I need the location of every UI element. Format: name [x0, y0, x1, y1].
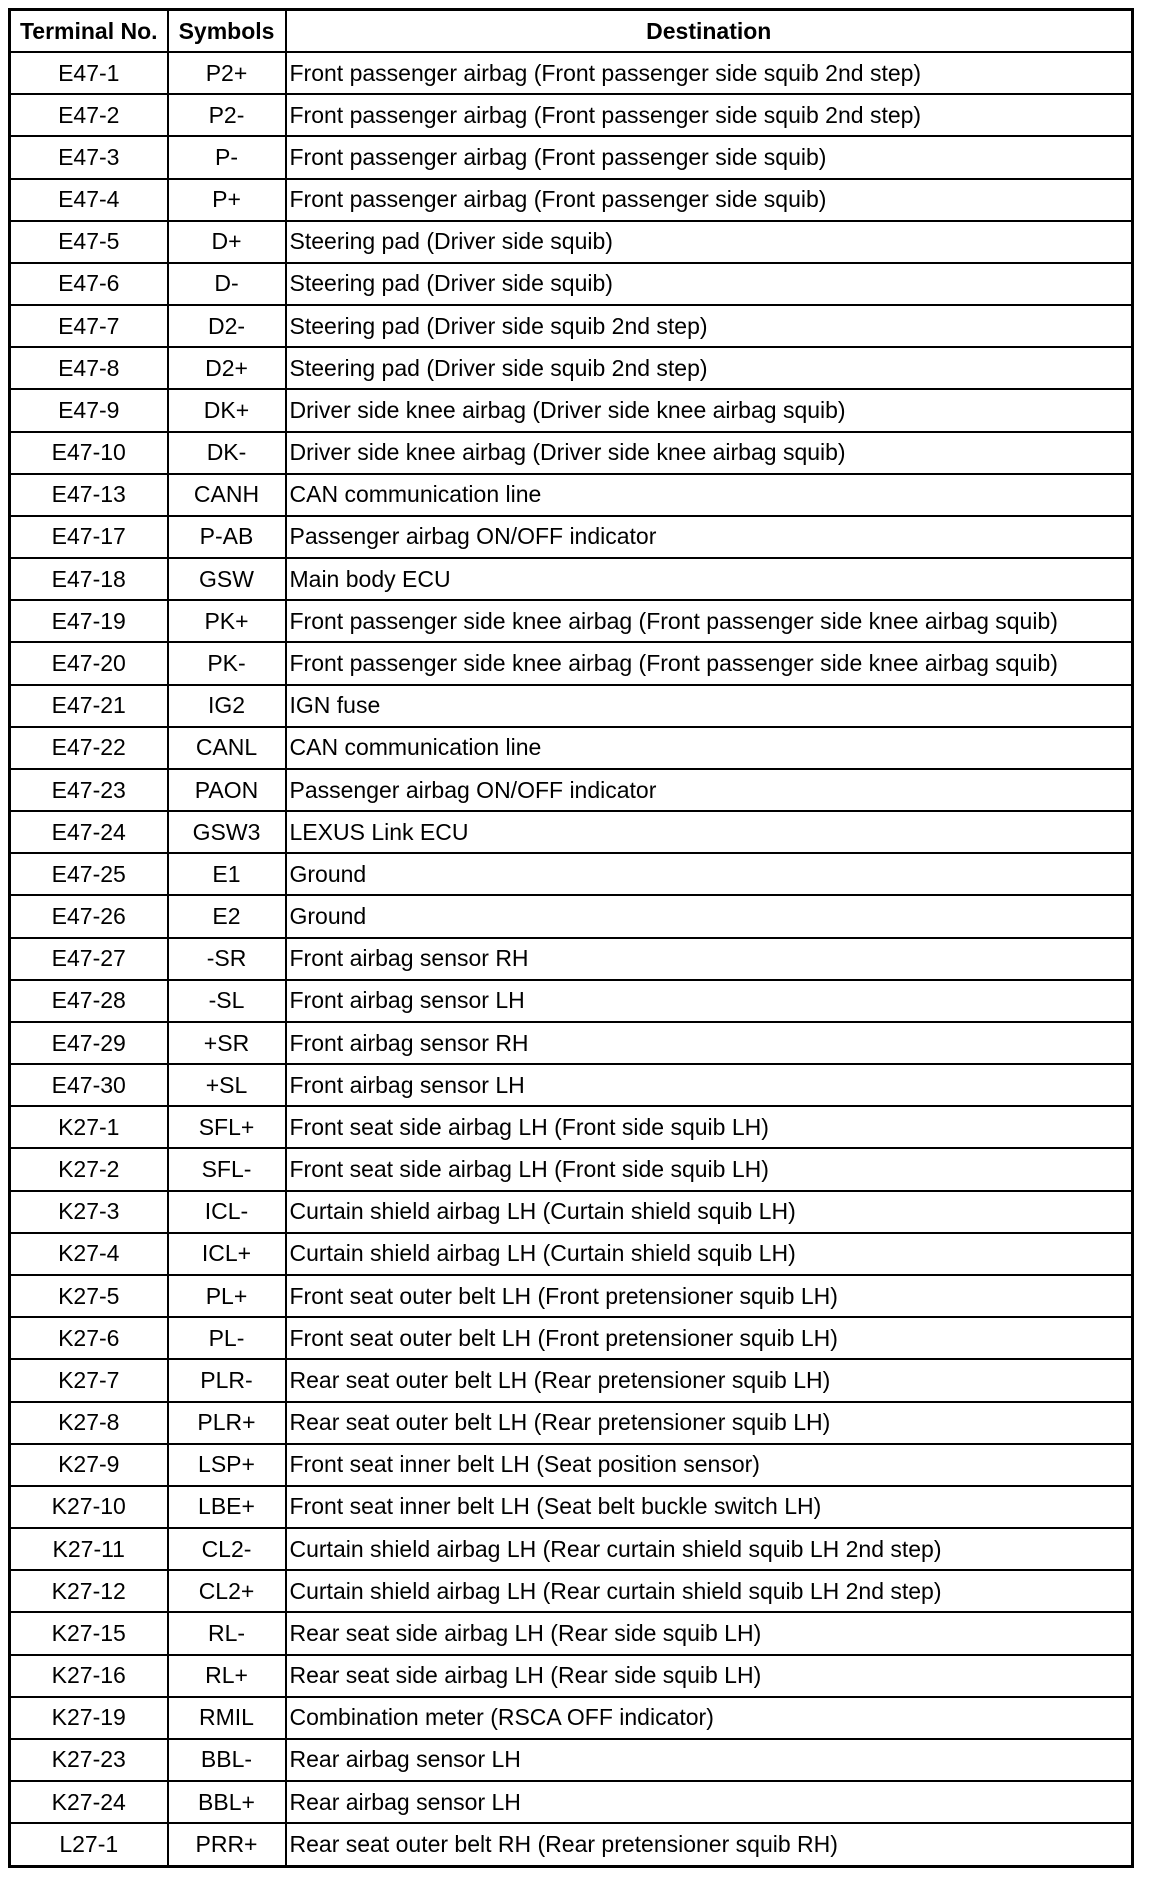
table-row	[10, 727, 1133, 769]
terminal-no-cell: K27-4	[10, 1233, 168, 1275]
table-row	[10, 1402, 1133, 1444]
symbol-cell: SFL-	[168, 1148, 286, 1190]
table-row	[10, 474, 1133, 516]
destination-cell: Curtain shield airbag LH (Rear curtain shield squib LH 2nd step)	[286, 1528, 1133, 1570]
symbol-cell: D2-	[168, 305, 286, 347]
symbol-cell: P2+	[168, 52, 286, 94]
symbol-cell: P+	[168, 179, 286, 221]
symbol-cell: PLR+	[168, 1402, 286, 1444]
destination-cell: LEXUS Link ECU	[286, 811, 1133, 853]
terminal-no-cell: E47-24	[10, 811, 168, 853]
table-row	[10, 1781, 1133, 1823]
symbol-cell: SFL+	[168, 1106, 286, 1148]
table-row	[10, 1233, 1133, 1275]
terminal-no-cell: E47-21	[10, 685, 168, 727]
destination-cell: Rear airbag sensor LH	[286, 1739, 1133, 1781]
terminal-no-cell: E47-8	[10, 347, 168, 389]
terminal-no-cell: E47-27	[10, 938, 168, 980]
table-row	[10, 52, 1133, 94]
table-row	[10, 221, 1133, 263]
symbol-cell: P-	[168, 136, 286, 178]
terminal-no-cell: E47-26	[10, 895, 168, 937]
destination-cell: Steering pad (Driver side squib)	[286, 263, 1133, 305]
destination-cell: Passenger airbag ON/OFF indicator	[286, 769, 1133, 811]
symbol-cell: DK+	[168, 389, 286, 431]
destination-cell: Front airbag sensor RH	[286, 938, 1133, 980]
terminal-no-cell: E47-23	[10, 769, 168, 811]
symbol-cell: D+	[168, 221, 286, 263]
terminal-no-cell: E47-25	[10, 853, 168, 895]
symbol-cell: P2-	[168, 94, 286, 136]
destination-cell: Front passenger side knee airbag (Front passenger side knee airbag squib)	[286, 642, 1133, 684]
terminal-no-cell: E47-13	[10, 474, 168, 516]
terminal-no-cell: E47-19	[10, 600, 168, 642]
terminal-no-cell: L27-1	[10, 1823, 168, 1866]
symbol-cell: CL2+	[168, 1570, 286, 1612]
terminal-no-cell: K27-3	[10, 1191, 168, 1233]
terminal-no-cell: E47-18	[10, 558, 168, 600]
terminal-no-cell: K27-6	[10, 1317, 168, 1359]
terminal-no-cell: K27-16	[10, 1655, 168, 1697]
destination-cell: Driver side knee airbag (Driver side knee airbag squib)	[286, 432, 1133, 474]
destination-cell: Rear airbag sensor LH	[286, 1781, 1133, 1823]
destination-cell: Steering pad (Driver side squib 2nd step)	[286, 305, 1133, 347]
table-row	[10, 432, 1133, 474]
symbol-cell: CANH	[168, 474, 286, 516]
destination-cell: Front seat side airbag LH (Front side squib LH)	[286, 1106, 1133, 1148]
destination-cell: Rear seat outer belt LH (Rear pretensioner squib LH)	[286, 1402, 1133, 1444]
terminal-no-cell: K27-23	[10, 1739, 168, 1781]
symbol-cell: LSP+	[168, 1444, 286, 1486]
table-row	[10, 642, 1133, 684]
table-row	[10, 685, 1133, 727]
symbol-cell: ICL-	[168, 1191, 286, 1233]
terminal-no-cell: E47-5	[10, 221, 168, 263]
destination-cell: Combination meter (RSCA OFF indicator)	[286, 1697, 1133, 1739]
destination-cell: Front passenger airbag (Front passenger side squib)	[286, 136, 1133, 178]
terminal-no-cell: E47-17	[10, 516, 168, 558]
destination-cell: Front seat outer belt LH (Front pretensioner squib LH)	[286, 1275, 1133, 1317]
table-row	[10, 305, 1133, 347]
table-row	[10, 980, 1133, 1022]
terminal-no-cell: E47-28	[10, 980, 168, 1022]
symbol-cell: CL2-	[168, 1528, 286, 1570]
terminal-no-cell: E47-30	[10, 1064, 168, 1106]
symbol-cell: RMIL	[168, 1697, 286, 1739]
symbol-cell: E2	[168, 895, 286, 937]
table-row	[10, 938, 1133, 980]
symbol-cell: -SR	[168, 938, 286, 980]
destination-cell: Steering pad (Driver side squib)	[286, 221, 1133, 263]
table-row	[10, 94, 1133, 136]
symbol-cell: CANL	[168, 727, 286, 769]
table-row	[10, 1022, 1133, 1064]
terminal-no-cell: E47-2	[10, 94, 168, 136]
destination-cell: Rear seat outer belt RH (Rear pretensioner squib RH)	[286, 1823, 1133, 1866]
table-row	[10, 769, 1133, 811]
terminal-no-cell: K27-11	[10, 1528, 168, 1570]
destination-cell: Rear seat outer belt LH (Rear pretensioner squib LH)	[286, 1359, 1133, 1401]
terminal-no-cell: E47-22	[10, 727, 168, 769]
terminal-no-cell: K27-19	[10, 1697, 168, 1739]
header-symbols: Symbols	[168, 10, 286, 53]
table-row	[10, 1528, 1133, 1570]
table-row	[10, 1064, 1133, 1106]
table-row	[10, 347, 1133, 389]
destination-cell: Curtain shield airbag LH (Curtain shield squib LH)	[286, 1191, 1133, 1233]
symbol-cell: PL-	[168, 1317, 286, 1359]
table-row	[10, 1444, 1133, 1486]
destination-cell: Passenger airbag ON/OFF indicator	[286, 516, 1133, 558]
destination-cell: Front passenger side knee airbag (Front passenger side knee airbag squib)	[286, 600, 1133, 642]
terminal-no-cell: K27-7	[10, 1359, 168, 1401]
terminal-no-cell: E47-9	[10, 389, 168, 431]
destination-cell: IGN fuse	[286, 685, 1133, 727]
destination-cell: Curtain shield airbag LH (Curtain shield squib LH)	[286, 1233, 1133, 1275]
terminal-no-cell: E47-3	[10, 136, 168, 178]
destination-cell: Steering pad (Driver side squib 2nd step)	[286, 347, 1133, 389]
symbol-cell: PLR-	[168, 1359, 286, 1401]
terminal-no-cell: K27-24	[10, 1781, 168, 1823]
symbol-cell: D2+	[168, 347, 286, 389]
destination-cell: CAN communication line	[286, 727, 1133, 769]
table-row	[10, 1191, 1133, 1233]
destination-cell: Main body ECU	[286, 558, 1133, 600]
destination-cell: Ground	[286, 895, 1133, 937]
symbol-cell: RL+	[168, 1655, 286, 1697]
table-row	[10, 1739, 1133, 1781]
symbol-cell: +SL	[168, 1064, 286, 1106]
terminal-no-cell: E47-29	[10, 1022, 168, 1064]
header-terminal-no: Terminal No.	[10, 10, 168, 53]
destination-cell: Front airbag sensor LH	[286, 1064, 1133, 1106]
table-row	[10, 1697, 1133, 1739]
symbol-cell: IG2	[168, 685, 286, 727]
symbol-cell: PL+	[168, 1275, 286, 1317]
symbol-cell: E1	[168, 853, 286, 895]
symbol-cell: ICL+	[168, 1233, 286, 1275]
table-body	[10, 52, 1133, 1867]
symbol-cell: PK+	[168, 600, 286, 642]
table-row	[10, 1486, 1133, 1528]
table-row	[10, 1275, 1133, 1317]
symbol-cell: PK-	[168, 642, 286, 684]
table-row	[10, 1570, 1133, 1612]
table-row	[10, 895, 1133, 937]
table-row	[10, 1823, 1133, 1866]
table-row	[10, 389, 1133, 431]
destination-cell: Ground	[286, 853, 1133, 895]
terminal-no-cell: E47-20	[10, 642, 168, 684]
table-row	[10, 136, 1133, 178]
destination-cell: Front passenger airbag (Front passenger side squib 2nd step)	[286, 52, 1133, 94]
table-row	[10, 811, 1133, 853]
table-row	[10, 853, 1133, 895]
destination-cell: Curtain shield airbag LH (Rear curtain shield squib LH 2nd step)	[286, 1570, 1133, 1612]
table-row	[10, 1655, 1133, 1697]
symbol-cell: +SR	[168, 1022, 286, 1064]
terminal-no-cell: K27-2	[10, 1148, 168, 1190]
destination-cell: CAN communication line	[286, 474, 1133, 516]
symbol-cell: LBE+	[168, 1486, 286, 1528]
terminal-table	[8, 8, 1134, 1868]
symbol-cell: BBL+	[168, 1781, 286, 1823]
symbol-cell: DK-	[168, 432, 286, 474]
table-row	[10, 263, 1133, 305]
table-row	[10, 558, 1133, 600]
destination-cell: Front passenger airbag (Front passenger side squib)	[286, 179, 1133, 221]
table-row	[10, 516, 1133, 558]
destination-cell: Front seat inner belt LH (Seat position sensor)	[286, 1444, 1133, 1486]
symbol-cell: RL-	[168, 1612, 286, 1654]
table-row	[10, 600, 1133, 642]
terminal-no-cell: K27-10	[10, 1486, 168, 1528]
symbol-cell: PAON	[168, 769, 286, 811]
terminal-no-cell: E47-6	[10, 263, 168, 305]
table-row	[10, 1359, 1133, 1401]
terminal-no-cell: K27-15	[10, 1612, 168, 1654]
destination-cell: Rear seat side airbag LH (Rear side squib LH)	[286, 1612, 1133, 1654]
symbol-cell: P-AB	[168, 516, 286, 558]
terminal-no-cell: K27-1	[10, 1106, 168, 1148]
table-row	[10, 1317, 1133, 1359]
terminal-no-cell: E47-4	[10, 179, 168, 221]
terminal-no-cell: K27-8	[10, 1402, 168, 1444]
symbol-cell: -SL	[168, 980, 286, 1022]
destination-cell: Rear seat side airbag LH (Rear side squib LH)	[286, 1655, 1133, 1697]
header-destination: Destination	[286, 10, 1133, 53]
symbol-cell: PRR+	[168, 1823, 286, 1866]
table-header-row	[10, 10, 1133, 53]
destination-cell: Driver side knee airbag (Driver side knee airbag squib)	[286, 389, 1133, 431]
table-row	[10, 1612, 1133, 1654]
destination-cell: Front seat outer belt LH (Front pretensioner squib LH)	[286, 1317, 1133, 1359]
symbol-cell: GSW3	[168, 811, 286, 853]
symbol-cell: D-	[168, 263, 286, 305]
symbol-cell: GSW	[168, 558, 286, 600]
destination-cell: Front seat inner belt LH (Seat belt buckle switch LH)	[286, 1486, 1133, 1528]
table-row	[10, 179, 1133, 221]
terminal-no-cell: K27-5	[10, 1275, 168, 1317]
terminal-no-cell: K27-9	[10, 1444, 168, 1486]
table-row	[10, 1106, 1133, 1148]
destination-cell: Front airbag sensor RH	[286, 1022, 1133, 1064]
terminal-no-cell: E47-10	[10, 432, 168, 474]
terminal-no-cell: E47-1	[10, 52, 168, 94]
table-row	[10, 1148, 1133, 1190]
symbol-cell: BBL-	[168, 1739, 286, 1781]
destination-cell: Front seat side airbag LH (Front side squib LH)	[286, 1148, 1133, 1190]
destination-cell: Front airbag sensor LH	[286, 980, 1133, 1022]
terminal-no-cell: E47-7	[10, 305, 168, 347]
terminal-no-cell: K27-12	[10, 1570, 168, 1612]
destination-cell: Front passenger airbag (Front passenger side squib 2nd step)	[286, 94, 1133, 136]
